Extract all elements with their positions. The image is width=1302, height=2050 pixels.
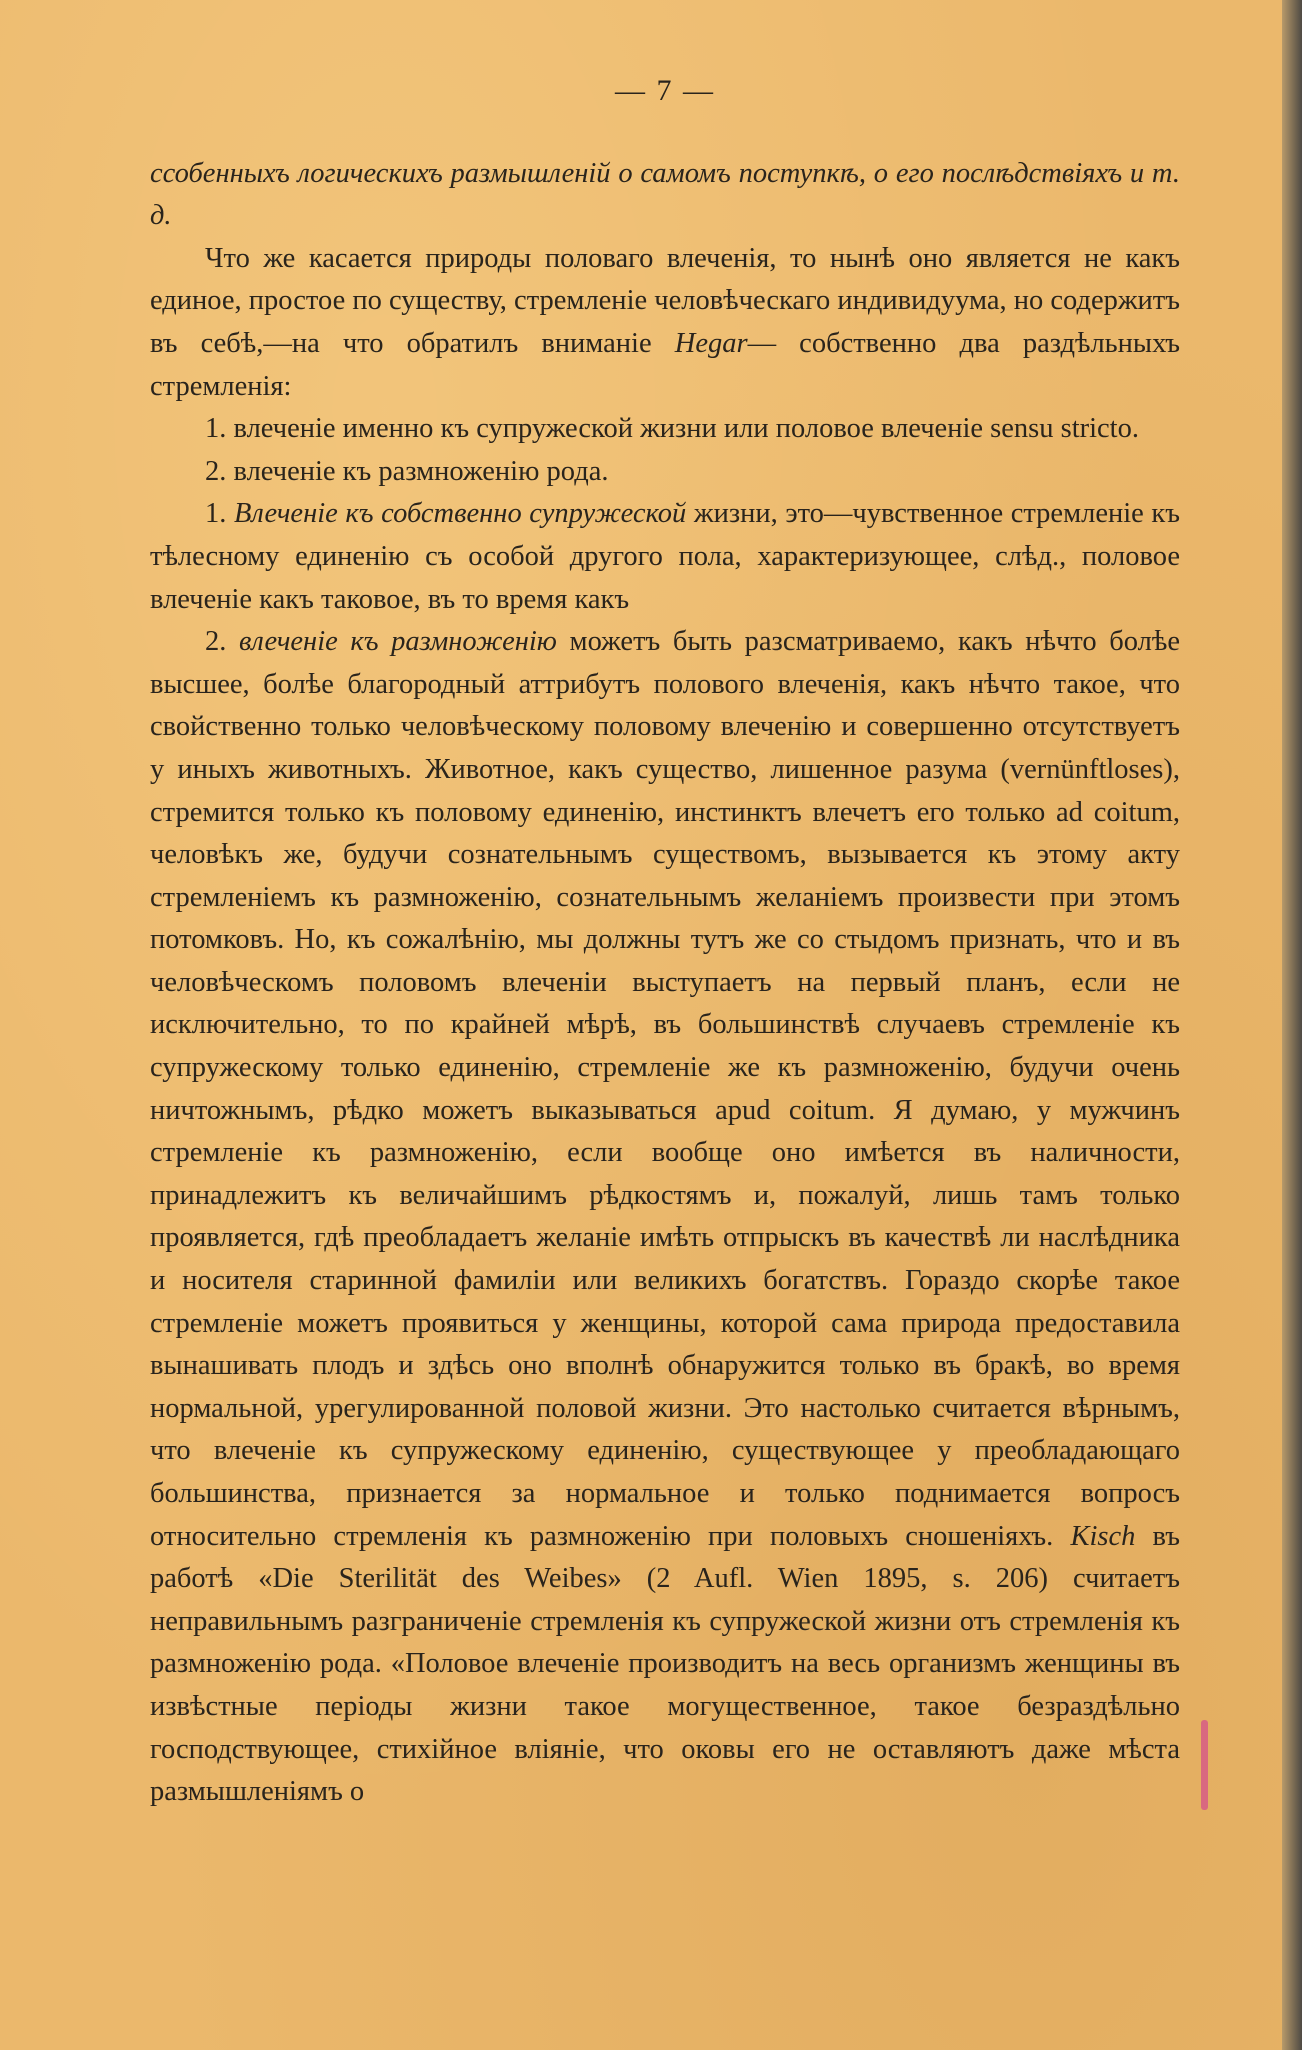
italic-text-run: ссобенныхъ логическихъ размышленій о самомъ поступкѣ, о его послѣдствіяхъ и т. д. bbox=[150, 157, 1180, 232]
paragraph bbox=[150, 408, 1180, 451]
text-run: можетъ быть разсматриваемо, какъ нѣчто болѣе высшее, болѣе благородный аттрибутъ полового влеченія, какъ нѣчто такое, что свойственно только человѣческому половому влеченію и совершенно отсутствуетъ у иныхъ животныхъ. Животное, какъ существо, лишенное разума (vernünftloses), стремится только къ половому единенію, инстинктъ влечетъ его только ad coitum, человѣкъ же, будучи сознательнымъ существомъ, вызывается къ этому акту стремленіемъ къ размноженію, сознательнымъ желаніемъ произвести при этомъ потомковъ. Но, къ сожалѣнію, мы должны тутъ же со стыдомъ признать, что и въ человѣческомъ половомъ влеченіи выступаетъ на первый планъ, если не исключительно, то по крайней мѣрѣ, въ большинствѣ случаевъ стремленіе къ супружескому только единенію, стремленіе же къ размноженію, будучи очень ничтожнымъ, рѣдко можетъ выказываться apud coitum. Я думаю, у мужчинъ стремленіе къ размноженію, если вообще оно имѣется въ наличности, принадлежитъ къ величайшимъ рѣдкостямъ и, пожалуй, лишь тамъ только проявляется, гдѣ преобладаетъ желаніе имѣть отпрыскъ въ качествѣ ли наслѣдника и носителя старинной фамиліи или великихъ богатствъ. Гораздо скорѣе такое стремленіе можетъ проявиться у женщины, которой сама природа предоставила вынашивать плодъ и здѣсь оно вполнѣ обнаружится только въ бракѣ, во время нормальной, урегулированной половой жизни. Это настолько считается вѣрнымъ, что влеченіе къ супружескому единенію, существующее у преобладающаго большинства, признается за нормальное и только поднимается вопросъ относительно стремленія къ размноженію при половыхъ сношеніяхъ. bbox=[150, 626, 1181, 1552]
paragraph bbox=[150, 493, 1180, 621]
italic-text-run: Hegar bbox=[674, 327, 748, 359]
text-run: жизни, это—чувственное стремленіе къ тѣлесному единенію съ особой другого пола, характеризующее, слѣд., половое влеченіе какъ таковое, въ то время какъ bbox=[150, 498, 1181, 615]
paragraph-container bbox=[150, 153, 1180, 1814]
text-run: 1. bbox=[205, 498, 234, 530]
text-run: въ работѣ «Die Sterilität des Weibes» (2 Aufl. Wien 1895, s. 206) считаетъ неправильнымъ разграниченіе стремленія къ супружеской жизни отъ стремленія къ размноженію рода. «Половое влеченіе производитъ на весь организмъ женщины въ извѣстные періоды жизни такое могущественное, такое безраздѣльно господствующее, стихійное вліяніе, что оковы его не оставляютъ даже мѣста размышленіямъ о bbox=[150, 1520, 1181, 1808]
text-run: — собственно два раздѣльныхъ стремленія: bbox=[150, 327, 1180, 402]
italic-text-run: Kisch bbox=[1070, 1520, 1136, 1552]
margin-ink-mark bbox=[1201, 1720, 1208, 1810]
paragraph bbox=[150, 153, 1180, 238]
italic-text-run: влеченіе къ размноженію bbox=[239, 626, 557, 658]
text-run: 2. влеченіе къ размноженію рода. bbox=[205, 455, 609, 487]
paragraph bbox=[150, 621, 1180, 1814]
page-number: — 7 — bbox=[615, 74, 715, 107]
paragraph bbox=[150, 238, 1180, 408]
text-run: 1. влеченіе именно къ супружеской жизни или половое влеченіе sensu stricto. bbox=[205, 413, 1139, 445]
page-edge-shadow bbox=[1282, 0, 1302, 2050]
paragraph bbox=[150, 451, 1180, 494]
italic-text-run: Влеченіе къ собственно супружеской bbox=[234, 498, 687, 530]
text-run: 2. bbox=[205, 626, 240, 658]
text-run: Что же касается природы половаго влеченія, то нынѣ оно является не какъ единое, простое по существу, стремленіе человѣческаго индивидуума, но содержитъ въ себѣ,—на что обратилъ вниманіе bbox=[150, 242, 1180, 359]
page-text bbox=[150, 70, 1180, 1814]
